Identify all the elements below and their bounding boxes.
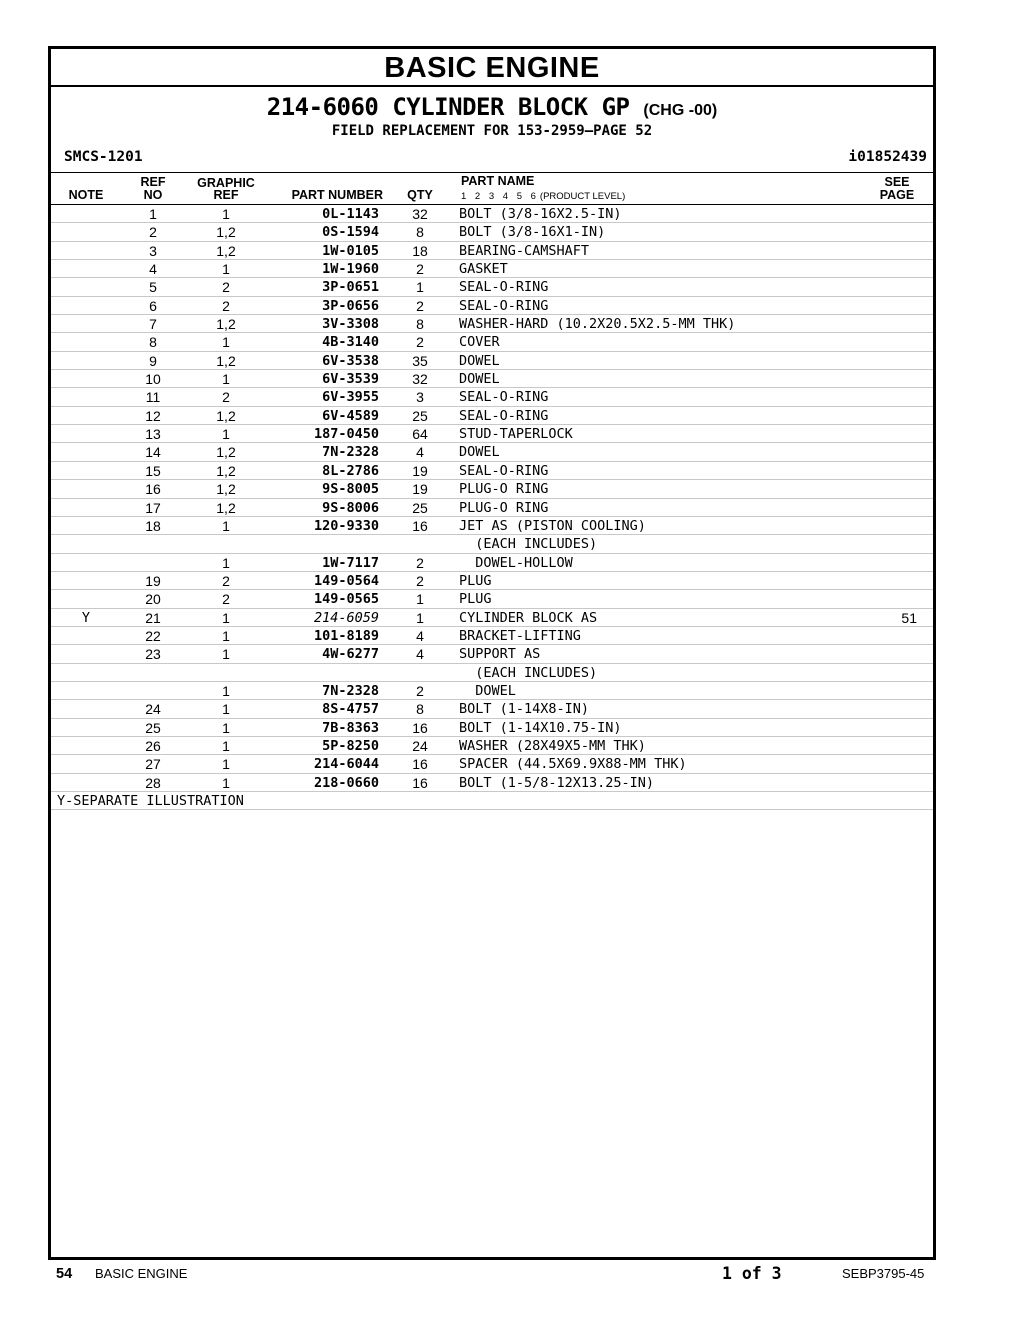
graphic-ref-cell: 1 [222,334,230,351]
part-number-cell: 214-6059 [313,609,379,626]
table-row [51,774,933,792]
graphic-ref-cell: 1,2 [216,224,236,241]
qty-cell: 8 [416,316,424,333]
qty-cell: 18 [412,242,428,259]
ref-no-cell: 9 [149,352,157,369]
ref-no-cell: 13 [145,426,161,443]
part-name-cell: PLUG [459,591,492,608]
graphic-ref-cell: 1 [222,774,230,791]
part-name-cell: DOWEL [459,352,500,369]
graphic-ref-cell: 1,2 [216,481,236,498]
table-row [51,535,933,553]
qty-cell: 19 [412,462,428,479]
qty-cell: 16 [412,756,428,773]
part-number-cell: 1W-0105 [322,242,379,259]
section-header: BASIC ENGINE [51,49,933,87]
part-number-cell: 149-0565 [313,591,379,608]
footnote: Y-SEPARATE ILLUSTRATION [57,793,244,809]
part-number-cell: 5P-8250 [322,737,379,754]
graphic-ref-cell: 2 [222,279,230,296]
graphic-ref-cell: 1 [222,756,230,773]
graphic-ref-cell: 1,2 [216,352,236,369]
qty-cell: 4 [416,646,424,663]
table-row [51,443,933,461]
part-name-cell: SEAL-O-RING [459,407,549,424]
part-number-cell: 1W-7117 [322,554,379,571]
ref-no-cell: 28 [145,774,161,791]
qty-cell: 24 [412,737,428,754]
part-name-cell: BRACKET-LIFTING [459,627,581,644]
table-row [51,572,933,590]
qty-cell: 16 [412,517,428,534]
part-number-cell: 187-0450 [313,426,379,443]
part-number-cell: 8L-2786 [322,462,379,479]
col-product-level [461,191,625,202]
part-name-cell: BOLT (3/8-16X2.5-IN) [459,206,622,222]
document-id: SEBP3795-45 [842,1266,925,1281]
qty-cell: 16 [412,774,428,791]
ref-no-cell: 26 [145,737,161,754]
qty-cell: 8 [416,224,424,241]
part-name-cell: (EACH INCLUDES) [459,664,598,681]
ref-no-cell: 4 [149,261,157,278]
ref-no-cell: 19 [145,572,161,589]
part-name-cell: DOWEL [459,682,516,699]
part-name-cell: STUD-TAPERLOCK [459,426,573,443]
ref-no-cell: 7 [149,316,157,333]
graphic-ref-cell: 1 [222,206,230,222]
part-name-cell: (EACH INCLUDES) [459,536,598,553]
table-row [51,260,933,278]
ref-no-cell: 21 [145,609,161,626]
table-row [51,205,933,223]
ref-no-cell: 17 [145,499,161,516]
ref-no-cell: 24 [145,701,161,718]
graphic-ref-cell: 1 [222,737,230,754]
graphic-ref-cell: 1 [222,426,230,443]
part-number-cell: 1W-1960 [322,261,379,278]
ref-no-cell: 12 [145,407,161,424]
part-name-cell: DOWEL-HOLLOW [459,554,573,571]
parts-table [51,205,933,810]
part-name-cell: BEARING-CAMSHAFT [459,242,590,259]
table-row [51,609,933,627]
qty-cell: 8 [416,701,424,718]
table-row [51,554,933,572]
ref-no-cell: 3 [149,242,157,259]
table-row [51,407,933,425]
ref-no-cell: 25 [145,719,161,736]
part-number-cell: 7N-2328 [322,444,379,461]
part-number-cell: 6V-3955 [322,389,379,406]
group-title-text: 214-6060 CYLINDER BLOCK GP [266,93,630,121]
graphic-ref-cell: 1 [222,554,230,571]
graphic-ref-cell: 1 [222,719,230,736]
qty-cell: 35 [412,352,428,369]
note-cell: Y [81,609,91,626]
part-name-cell: BOLT (1-14X8-IN) [459,701,590,718]
qty-cell: 25 [412,407,428,424]
graphic-ref-cell: 1,2 [216,462,236,479]
column-header-row [51,172,933,205]
part-number-cell: 0S-1594 [322,224,379,241]
part-number-cell: 0L-1143 [322,206,379,222]
graphic-ref-cell: 1,2 [216,242,236,259]
part-number-cell: 7N-2328 [322,682,379,699]
qty-cell: 19 [412,481,428,498]
table-row [51,664,933,682]
qty-cell: 2 [416,334,424,351]
col-graphic-top: GRAPHIC [197,176,255,190]
col-part-name: PART NAME [461,174,535,188]
part-name-cell: WASHER-HARD (10.2X20.5X2.5-MM THK) [459,316,736,333]
part-number-cell: 120-9330 [313,517,379,534]
see-page-cell: 51 [901,609,917,626]
col-ref-bottom: NO [143,188,163,202]
footnote-row [51,792,933,810]
col-see-bottom: PAGE [879,188,915,202]
graphic-ref-cell: 1,2 [216,316,236,333]
ref-no-cell: 18 [145,517,161,534]
page-frame [48,46,936,1260]
ref-no-cell: 22 [145,627,161,644]
ref-no-cell: 5 [149,279,157,296]
part-name-cell: JET AS (PISTON COOLING) [459,517,646,534]
change-level: (CHG -00) [643,102,718,119]
part-number-cell: 9S-8005 [322,481,379,498]
col-note: NOTE [68,188,104,202]
part-name-cell: PLUG-O RING [459,481,549,498]
part-name-cell: PLUG [459,572,492,589]
part-number-cell: 9S-8006 [322,499,379,516]
part-number-cell: 3V-3308 [322,316,379,333]
ref-no-cell: 2 [149,224,157,241]
product-level-label: (PRODUCT LEVEL) [539,191,626,202]
col-qty: QTY [407,188,433,202]
part-name-cell: BOLT (1-14X10.75-IN) [459,719,622,736]
graphic-ref-cell: 2 [222,297,230,314]
qty-cell: 1 [416,609,424,626]
footer-section: BASIC ENGINE [95,1266,188,1281]
table-row [51,388,933,406]
graphic-ref-cell: 1 [222,517,230,534]
ref-no-cell: 15 [145,462,161,479]
part-number-cell: 101-8189 [313,627,379,644]
table-row [51,370,933,388]
qty-cell: 4 [416,627,424,644]
group-title [51,93,933,121]
table-row [51,223,933,241]
part-name-cell: DOWEL [459,444,500,461]
ref-no-cell: 14 [145,444,161,461]
part-name-cell: SEAL-O-RING [459,279,549,296]
product-level-numbers: 1 2 3 4 5 6 [461,191,536,202]
part-number-cell: 8S-4757 [322,701,379,718]
graphic-ref-cell: 1 [222,261,230,278]
ref-no-cell: 6 [149,297,157,314]
graphic-ref-cell: 1,2 [216,407,236,424]
table-row [51,242,933,260]
part-number-cell: 6V-4589 [322,407,379,424]
part-name-cell: SEAL-O-RING [459,462,549,479]
qty-cell: 3 [416,389,424,406]
table-row [51,682,933,700]
qty-cell: 16 [412,719,428,736]
part-number-cell: 6V-3538 [322,352,379,369]
ref-no-cell: 23 [145,646,161,663]
graphic-ref-cell: 2 [222,389,230,406]
part-name-cell: GASKET [459,261,508,278]
table-row [51,700,933,718]
table-row [51,462,933,480]
table-row [51,333,933,351]
ref-no-cell: 20 [145,591,161,608]
ref-no-cell: 16 [145,481,161,498]
ref-no-cell: 8 [149,334,157,351]
part-name-cell: CYLINDER BLOCK AS [459,609,598,626]
part-name-cell: SUPPORT AS [459,646,541,663]
ref-no-cell: 1 [149,206,157,222]
ref-no-cell: 27 [145,756,161,773]
part-number-cell: 218-0660 [313,774,379,791]
qty-cell: 1 [416,279,424,296]
graphic-ref-cell: 1 [222,701,230,718]
replacement-note: FIELD REPLACEMENT FOR 153-2959—PAGE 52 [331,123,653,139]
qty-cell: 2 [416,297,424,314]
part-number-cell: 7B-8363 [322,719,379,736]
graphic-ref-cell: 1,2 [216,444,236,461]
part-name-cell: DOWEL [459,371,500,388]
part-number-cell: 3P-0656 [322,297,379,314]
part-name-cell: PLUG-O RING [459,499,549,516]
qty-cell: 64 [412,426,428,443]
part-number-cell: 149-0564 [313,572,379,589]
qty-cell: 2 [416,572,424,589]
qty-cell: 32 [412,206,428,222]
table-row [51,425,933,443]
table-row [51,499,933,517]
part-name-cell: BOLT (3/8-16X1-IN) [459,224,606,241]
part-name-cell: WASHER (28X49X5-MM THK) [459,737,646,754]
qty-cell: 2 [416,554,424,571]
table-row [51,297,933,315]
qty-cell: 2 [416,261,424,278]
col-part-number: PART NUMBER [291,188,383,202]
part-number-cell: 214-6044 [313,756,379,773]
qty-cell: 4 [416,444,424,461]
graphic-ref-cell: 2 [222,591,230,608]
table-row [51,645,933,663]
table-row [51,517,933,535]
col-ref-top: REF [140,175,166,189]
qty-cell: 32 [412,371,428,388]
smcs-code: SMCS-1201 [64,149,143,165]
table-row [51,480,933,498]
graphic-ref-cell: 1,2 [216,499,236,516]
qty-cell: 25 [412,499,428,516]
part-number-cell: 3P-0651 [322,279,379,296]
part-name-cell: SEAL-O-RING [459,297,549,314]
part-number-cell: 4W-6277 [322,646,379,663]
graphic-ref-cell: 1 [222,682,230,699]
table-row [51,278,933,296]
part-name-cell: SEAL-O-RING [459,389,549,406]
illustration-id: i01852439 [848,149,927,165]
col-see-top: SEE [884,175,910,189]
ref-no-cell: 10 [145,371,161,388]
part-name-cell: SPACER (44.5X69.9X88-MM THK) [459,756,687,773]
page-of-count: 1 of 3 [722,1264,782,1283]
part-name-cell: COVER [459,334,500,351]
page-number: 54 [56,1266,73,1282]
graphic-ref-cell: 1 [222,609,230,626]
graphic-ref-cell: 1 [222,371,230,388]
table-row [51,590,933,608]
qty-cell: 1 [416,591,424,608]
graphic-ref-cell: 1 [222,646,230,663]
table-row [51,737,933,755]
part-number-cell: 4B-3140 [322,334,379,351]
ref-no-cell: 11 [145,389,161,406]
part-name-cell: BOLT (1-5/8-12X13.25-IN) [459,774,655,791]
part-number-cell: 6V-3539 [322,371,379,388]
table-row [51,719,933,737]
table-row [51,352,933,370]
table-row [51,755,933,773]
col-graphic-bottom: REF [213,188,239,202]
qty-cell: 2 [416,682,424,699]
table-row [51,627,933,645]
graphic-ref-cell: 1 [222,627,230,644]
table-row [51,315,933,333]
graphic-ref-cell: 2 [222,572,230,589]
